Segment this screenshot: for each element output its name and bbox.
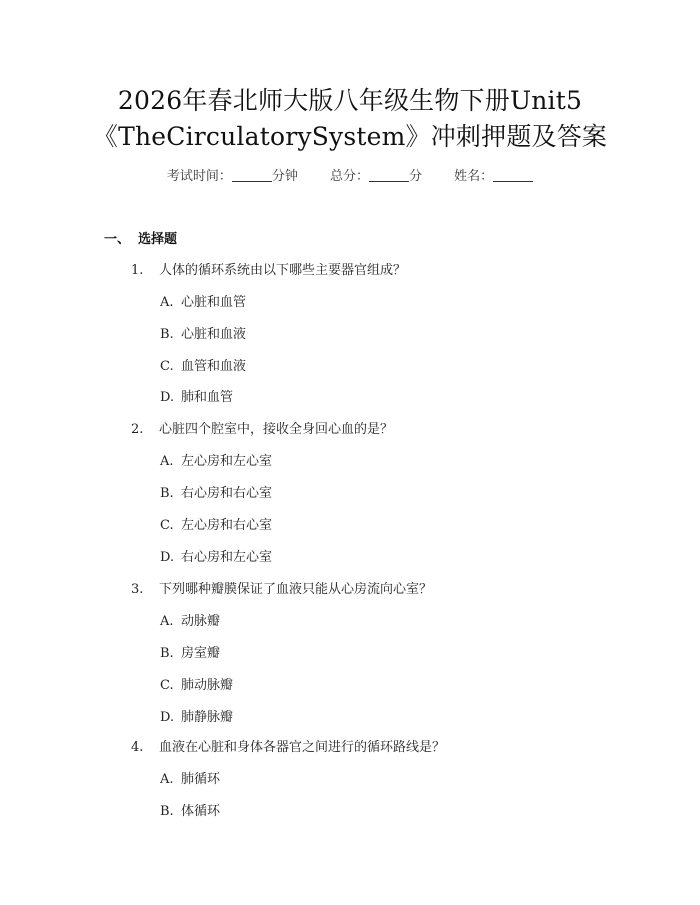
option-letter: C. (160, 518, 174, 533)
option-letter: A. (160, 772, 174, 787)
option-text: 肺循环 (181, 772, 221, 787)
exam-time (167, 169, 298, 184)
student-name-label: 姓名： (454, 169, 494, 184)
exam-time-blank (232, 181, 272, 182)
option-letter: B. (160, 327, 174, 342)
option-letter: A. (160, 454, 174, 469)
question-3-option-c (160, 677, 233, 695)
question-number: 4. (131, 740, 144, 755)
option-letter: C. (160, 359, 174, 374)
option-letter: B. (160, 646, 174, 661)
total-score-label: 总分： (329, 169, 369, 184)
section-number: 一、 (104, 232, 131, 247)
option-text: 左心房和左心室 (181, 454, 273, 469)
option-letter: D. (160, 550, 175, 565)
option-letter: D. (160, 710, 175, 725)
question-text: 下列哪种瓣膜保证了血液只能从心房流向心室？ (159, 582, 433, 597)
question-2-option-d (160, 549, 272, 567)
question-number: 1. (131, 263, 144, 278)
option-text: 心脏和血管 (181, 295, 247, 310)
question-number: 3. (131, 582, 144, 597)
total-score (330, 169, 422, 184)
option-text: 肺和血管 (181, 390, 234, 405)
question-4-option-a (160, 771, 220, 789)
question-text: 人体的循环系统由以下哪些主要器官组成？ (159, 263, 407, 278)
question-text: 心脏四个腔室中，接收全身回心血的是？ (159, 422, 394, 437)
page-title-line-2: 《TheCirculatorySystem》冲刺押题及答案 (92, 122, 608, 151)
section-heading (104, 231, 177, 249)
question-4 (131, 739, 445, 757)
option-text: 动脉瓣 (181, 614, 221, 629)
total-score-blank (369, 181, 409, 182)
option-letter: B. (160, 804, 174, 819)
question-1-option-a (160, 294, 246, 312)
question-3-option-d (160, 709, 233, 727)
question-2-option-a (160, 453, 272, 471)
question-1-option-c (160, 358, 246, 376)
option-text: 右心房和右心室 (181, 486, 273, 501)
option-text: 房室瓣 (181, 646, 221, 661)
question-2-option-b (160, 485, 272, 503)
question-number: 2. (131, 422, 144, 437)
option-letter: A. (160, 614, 174, 629)
option-text: 左心房和右心室 (181, 518, 273, 533)
question-3 (131, 581, 432, 599)
exam-time-label: 考试时间： (166, 169, 232, 184)
option-text: 心脏和血液 (181, 327, 247, 342)
option-text: 肺静脉瓣 (181, 710, 234, 725)
option-letter: B. (160, 486, 174, 501)
option-text: 右心房和左心室 (181, 550, 273, 565)
exam-time-unit: 分钟 (271, 169, 298, 184)
option-letter: A. (160, 295, 174, 310)
question-2-option-c (160, 517, 272, 535)
question-1-option-b (160, 326, 246, 344)
question-4-option-b (160, 803, 220, 821)
question-1-option-d (160, 389, 233, 407)
page-title-line-1: 2026年春北师大版八年级生物下册Unit5 (117, 86, 583, 115)
section-title: 选择题 (138, 232, 178, 247)
question-2 (131, 421, 393, 439)
option-letter: C. (160, 678, 174, 693)
option-text: 体循环 (181, 804, 221, 819)
question-1 (131, 262, 406, 280)
option-text: 血管和血液 (181, 359, 247, 374)
exam-meta (0, 168, 700, 186)
total-score-unit: 分 (409, 169, 423, 184)
student-name-blank (493, 181, 533, 182)
option-letter: D. (160, 390, 175, 405)
question-text: 血液在心脏和身体各器官之间进行的循环路线是？ (159, 740, 446, 755)
student-name (454, 169, 533, 184)
question-3-option-b (160, 645, 220, 663)
option-text: 肺动脉瓣 (181, 678, 234, 693)
question-3-option-a (160, 613, 220, 631)
